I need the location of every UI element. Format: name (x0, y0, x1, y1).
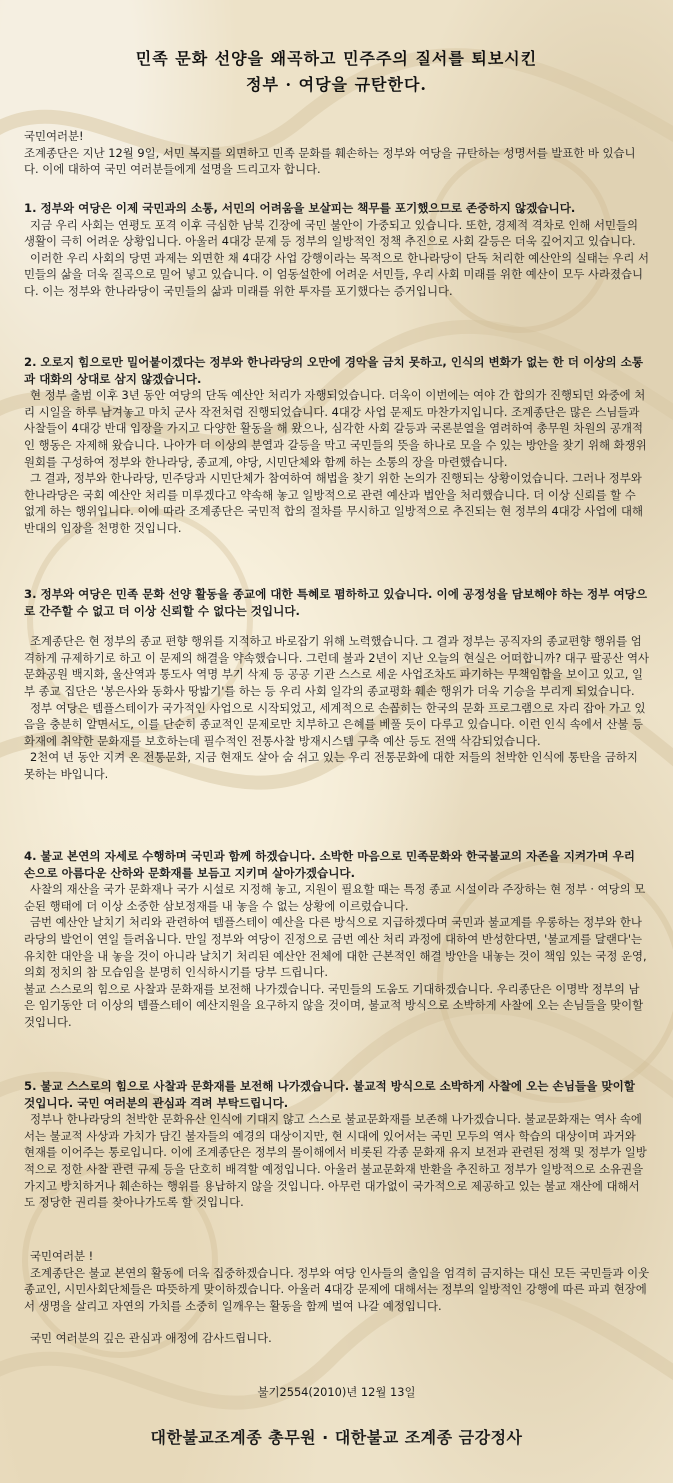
closing-block (24, 1248, 650, 1347)
statement-date: 불기2554(2010)년 12월 13일 (257, 1385, 416, 1399)
section-heading: 2. 오로지 힘으로만 밀어붙이겠다는 정부와 한나라당의 오만에 경악을 금치 못하고, 인식의 변화가 없는 한 더 이상의 소통과 대화의 상대로 삼지 않겠습니다. (24, 355, 644, 386)
closing-text: 조계종단은 불교 본연의 활동에 더욱 집중하겠습니다. 정부와 여당 인사들의 출입을 엄격히 금지하는 대신 모든 국민들과 이웃 종교인, 시민사회단체들은 따뜻하게 맞이하겠습니다. 아울러 4대강 문제에 대해서는 정부의 일방적인 강행에 따른 파괴 현장에서 생명을 살리고 자연의 가치를 소중히 일깨우는 활동을 함께 벌여 나갈 예정입니다. (24, 1265, 650, 1313)
title-line-1: 민족 문화 선양을 왜곡하고 민주주의 질서를 퇴보시킨 (135, 49, 538, 68)
section-paragraph: 사찰의 재산을 국가 문화재나 국가 시설로 지정해 놓고, 지원이 필요할 때는 특정 종교 시설이라 주장하는 현 정부 · 여당의 모순된 행태에 더 이상 소중한 삼보정재를 내 놓을 수 없는 상황에 이르렀습니다. (24, 882, 646, 913)
intro-block (24, 128, 650, 178)
section-heading: 5. 불교 스스로의 힘으로 사찰과 문화재를 보전해 나가겠습니다. 불교적 방식으로 소박하게 사찰에 오는 손님들을 맞이할 것입니다. 국민 여러분의 관심과 격려 부탁드립니다. (24, 1079, 635, 1110)
section-1 (24, 200, 650, 300)
section-2 (24, 354, 650, 537)
section-heading: 4. 불교 본연의 자세로 수행하며 국민과 함께 하겠습니다. 소박한 마음으로 민족문화와 한국불교의 자존을 지켜가며 우리 손으로 아름다운 산하와 문화재를 보듬고 지키며 살아가겠습니다. (24, 849, 635, 880)
section-3 (24, 586, 650, 783)
section-paragraph: 조계종단은 현 정부의 종교 편향 행위를 지적하고 바로잡기 위해 노력했습니다. 그 결과 정부는 공직자의 종교편향 행위를 엄격하게 규제하기로 하고 이 문제의 해결을 약속했습니다. 그런데 불과 2년이 지난 오늘의 현실은 어떠합니까? 대구 팔공산 역사문화공원 백지화, 울산역과 통도사 역명 부기 삭제 등 공공 기관 스스로 세운 사업조차도 파기하는 무책임함을 보이고 있고, 일부 종교 집단은 '봉은사와 동화사 땅밟기'를 하는 등 우리 사회 일각의 종교평화 훼손 행위가 더욱 기승을 부리게 되었습니다. (24, 634, 650, 698)
section-paragraph: 정부 여당은 템플스테이가 국가적인 사업으로 시작되었고, 세계적으로 손꼽히는 한국의 문화 프로그램으로 자리 잡아 가고 있음을 충분히 알면서도, 이를 단순히 종교적인 문제로만 치부하고 은혜를 베풀 듯이 다루고 있습니다. 이런 인식 속에서 산불 등 화재에 취약한 문화재를 보호하는데 필수적인 전통사찰 방재시스템 구축 예산 등도 전액 삭감되었습니다. (24, 700, 646, 748)
signature: 대한불교조계종 총무원 · 대한불교 조계종 금강정사 (150, 1428, 523, 1447)
section-4 (24, 848, 650, 1031)
intro-text: 조계종단은 지난 12월 9일, 서민 복지를 외면하고 민족 문화를 훼손하는 정부와 여당을 규탄하는 성명서를 발표한 바 있습니다. 이에 대하여 국민 여러분들에게 설명을 드리고자 합니다. (24, 145, 636, 177)
title-line-2: 정부 · 여당을 규탄한다. (246, 75, 427, 94)
section-paragraph: 그 결과, 정부와 한나라당, 민주당과 시민단체가 참여하여 해법을 찾기 위한 논의가 진행되는 상황이었습니다. 그러나 정부와 한나라당은 국회 예산안 처리를 미루겠다고 약속해 놓고 일방적으로 관련 예산과 법안을 처리했습니다. 더 이상 신뢰를 할 수 없게 하는 행위입니다. 이에 따라 조계종단은 국민적 합의 절차를 무시하고 일방적으로 추진되는 현 정부의 4대강 사업에 대해 반대의 입장을 천명한 것입니다. (24, 471, 643, 535)
section-paragraph: 2천여 년 동안 지켜 온 전통문화, 지금 현재도 살아 숨 쉬고 있는 우리 전통문화에 대한 저들의 천박한 인식에 통탄을 금하지 못하는 바입니다. (24, 750, 638, 781)
section-paragraph: 이러한 우리 사회의 당면 과제는 외면한 채 4대강 사업 강행이라는 목적으로 한나라당이 단독 처리한 예산안의 실태는 우리 서민들의 삶을 더욱 질곡으로 밀어 넣고 있습니다. 이 엄동설한에 어려운 서민들, 우리 사회 미래를 위한 예산이 모두 사라졌습니다. 이는 정부와 한나라당이 국민들의 삶과 미래를 위한 투자를 포기했다는 증거입니다. (24, 250, 649, 298)
section-paragraph: 정부나 한나라당의 천박한 문화유산 인식에 기대지 않고 스스로 불교문화재를 보존해 나가겠습니다. 불교문화재는 역사 속에서는 불교적 사상과 가치가 담긴 불자들의 예경의 대상이지만, 현 시대에 있어서는 국민 모두의 역사 학습의 대상이며 과거와 현재를 이어주는 통로입니다. 이에 조계종단은 정부의 몰이해에서 비롯된 각종 문화재 유지 보전과 관련된 정책 및 정부가 일방적으로 정한 사찰 관련 규제 등을 단호히 배격할 예정입니다. 아울러 불교문화재 반환을 추진하고 정부가 일방적으로 소유권을 가지고 방치하거나 훼손하는 행위를 용납하지 않을 것입니다. 아무런 대가없이 국가적으로 제공하고 있는 불교 재산에 대해서도 정당한 권리를 찾아나가도록 할 것입니다. (24, 1112, 647, 1210)
greeting: 국민여러분! (24, 129, 84, 143)
section-paragraph: 지금 우리 사회는 연평도 포격 이후 극심한 남북 긴장에 국민 불안이 가중되고 있습니다. 또한, 경제적 격차로 인해 서민들의 생활이 극히 어려운 상황입니다. 아울러 4대강 문제 등 정부의 일방적인 정책 추진으로 사회 갈등은 더욱 깊어지고 있습니다. (24, 217, 638, 249)
section-heading: 3. 정부와 여당은 민족 문화 선양 활동을 종교에 대한 특혜로 폄하하고 있습니다. 이에 공정성을 담보해야 하는 정부 여당으로 간주할 수 없고 더 이상 신뢰할 수 없다는 것입니다. (24, 587, 648, 618)
section-paragraph: 금번 예산안 날치기 처리와 관련하여 템플스테이 예산을 다른 방식으로 지급하겠다며 국민과 불교계를 우롱하는 정부와 한나라당의 발언이 연일 들려옵니다. 만일 정부와 여당이 진정으로 금번 예산 처리 과정에 대하여 반성한다면, '불교계를 달랜다'는 유치한 대안을 내 놓을 것이 아니라 날치기 처리된 예산안 전체에 대한 근본적인 해결 방안을 내놓는 것이 책임 있는 국정 운영, 의회 정치의 참 모습임을 분명히 인식하시기를 당부 드립니다. (24, 915, 647, 980)
closing-greeting: 국민여러분 ! (30, 1249, 94, 1263)
section-paragraph: 불교 스스로의 힘으로 사찰과 문화재를 보전해 나가겠습니다. 국민들의 도움도 기대하겠습니다. 우리종단은 이명박 정부의 남은 임기동안 더 이상의 템플스테이 예산지원을 요구하지 않을 것이며, 불교적 방식으로 소박하게 사찰에 오는 손님들을 맞이할 것입니다. (24, 981, 644, 1029)
thanks-text: 국민 여러분의 깊은 관심과 애정에 감사드립니다. (30, 1331, 272, 1346)
section-5 (24, 1078, 650, 1211)
section-heading: 1. 정부와 여당은 이제 국민과의 소통, 서민의 어려움을 보살피는 책무를 포기했으므로 존중하지 않겠습니다. (24, 201, 576, 215)
section-paragraph: 현 정부 출범 이후 3년 동안 여당의 단독 예산안 처리가 자행되었습니다. 더욱이 이번에는 여야 간 합의가 진행되던 와중에 처리 시일을 하루 남겨놓고 마치 군사 작전처럼 진행되었습니다. 4대강 사업 문제도 마찬가지입니다. 조계종단은 많은 스님들과 사찰들이 4대강 반대 입장을 가지고 다양한 활동을 해 왔으나, 심각한 사회 갈등과 국론분열을 염려하여 총무원 차원의 공개적인 행동은 자제해 왔습니다. 나아가 더 이상의 분열과 갈등을 막고 국민들의 뜻을 하나로 모을 수 있는 방안을 찾기 위해 화쟁위원회를 구성하여 정부와 한나라당, 종교계, 야당, 시민단체와 함께 하는 소통의 장을 마련했습니다. (24, 388, 647, 469)
